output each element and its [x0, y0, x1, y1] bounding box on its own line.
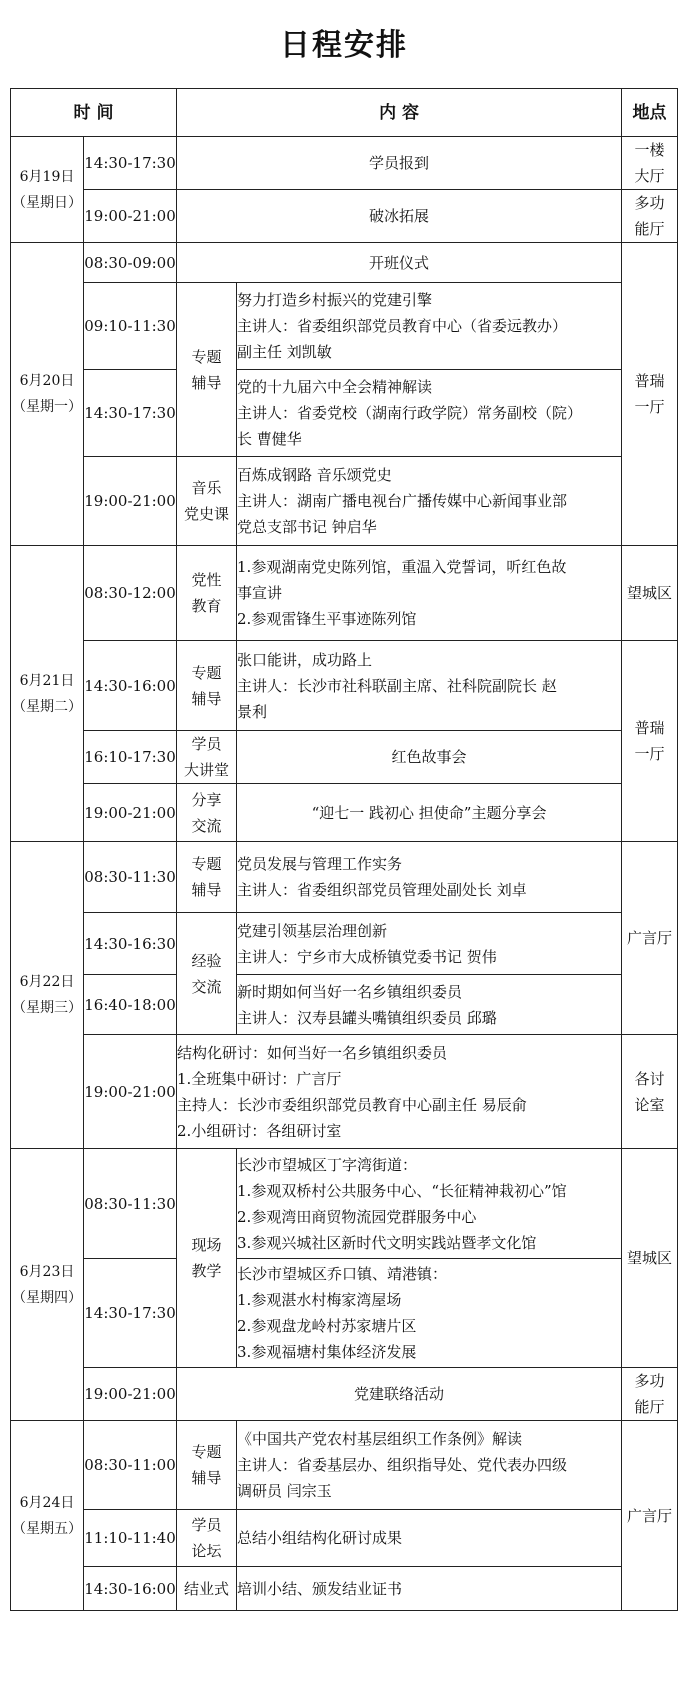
table-row [11, 370, 678, 457]
category-line: 教育 [191, 597, 222, 615]
content-line: 1.全班集中研讨：广言厅 [177, 1069, 342, 1088]
weekday-label: （星期日） [12, 194, 82, 211]
content-cell: 红色故事会 [237, 731, 622, 784]
category-line: 党性 [191, 571, 222, 589]
category-line: 辅导 [191, 1469, 222, 1487]
category-line: 专题 [191, 1443, 222, 1461]
date-cell [11, 842, 84, 1149]
category-cell: 结业式 [177, 1567, 237, 1611]
page-title: 日程安排 [280, 28, 408, 63]
category-line: 现场 [191, 1236, 222, 1254]
location-line: 各讨 [634, 1069, 665, 1088]
table-row [11, 1259, 678, 1368]
content-line: 景利 [237, 702, 268, 721]
location-cell [622, 1368, 678, 1421]
location-line: 能厅 [634, 220, 665, 238]
location-line: 一楼 [634, 141, 665, 159]
location-line: 多功 [634, 194, 665, 212]
time-cell: 08:30-12:00 [84, 546, 177, 641]
table-row [11, 913, 678, 975]
content-cell: 破冰拓展 [177, 190, 622, 243]
table-row [11, 1368, 678, 1421]
location-line: 一厅 [634, 398, 665, 416]
time-cell: 19:00-21:00 [84, 784, 177, 842]
date-cell [11, 1421, 84, 1611]
date-label: 6月21日 [19, 672, 75, 689]
content-cell [237, 1259, 622, 1368]
time-cell: 14:30-17:30 [84, 137, 177, 190]
location-cell: 望城区 [622, 1149, 678, 1368]
time-cell: 19:00-21:00 [84, 190, 177, 243]
location-line: 普瑞 [634, 719, 665, 737]
time-cell: 14:30-17:30 [84, 370, 177, 457]
content-line: 长沙市望城区乔口镇、靖港镇： [237, 1265, 448, 1283]
weekday-label: （星期四） [12, 1289, 82, 1306]
content-line: 《中国共产党农村基层组织工作条例》解读 [237, 1430, 523, 1448]
content-line: 2.小组研讨：各组研讨室 [177, 1121, 342, 1140]
weekday-label: （星期三） [12, 1000, 82, 1016]
table-row [11, 243, 678, 283]
content-line: 副主任 刘凯敏 [237, 343, 332, 361]
category-cell [177, 457, 237, 546]
content-line: 事宣讲 [237, 584, 283, 602]
content-cell: “迎七一 践初心 担使命”主题分享会 [237, 784, 622, 842]
content-cell [177, 1035, 622, 1149]
content-line: 主持人：长沙市委组织部党员教育中心副主任 易辰俞 [177, 1095, 527, 1114]
schedule-table [10, 88, 678, 1611]
content-cell: 培训小结、颁发结业证书 [237, 1567, 622, 1611]
category-line: 音乐 [191, 479, 222, 497]
table-row [11, 731, 678, 784]
category-cell [177, 283, 237, 457]
content-line: 党建引领基层治理创新 [237, 921, 388, 940]
time-cell: 19:00-21:00 [84, 1368, 177, 1421]
content-line: 主讲人：长沙市社科联副主席、社科院副院长 赵 [237, 676, 557, 695]
category-line: 学员 [191, 735, 222, 753]
table-row [11, 137, 678, 190]
content-line: 党总支部书记 钟启华 [237, 518, 377, 536]
category-cell [177, 784, 237, 842]
date-cell [11, 546, 84, 842]
content-cell [237, 1149, 622, 1259]
category-cell [177, 913, 237, 1035]
content-cell [237, 546, 622, 641]
content-line: 主讲人：宁乡市大成桥镇党委书记 贺伟 [237, 947, 497, 966]
table-row [11, 283, 678, 370]
content-line: 主讲人：湖南广播电视台广播传媒中心新闻事业部 [237, 492, 568, 510]
table-row [11, 784, 678, 842]
weekday-label: （星期一） [12, 399, 82, 415]
content-line: 主讲人：省委基层办、组织指导处、党代表办四级 [237, 1456, 568, 1474]
location-cell [622, 641, 678, 842]
content-cell [237, 283, 622, 370]
location-line: 多功 [634, 1372, 665, 1390]
category-line: 大讲堂 [184, 761, 230, 779]
content-line: 张口能讲，成功路上 [237, 650, 373, 669]
header-location: 地点 [622, 89, 678, 137]
date-label: 6月24日 [19, 1494, 75, 1511]
time-cell: 08:30-09:00 [84, 243, 177, 283]
category-cell [177, 1510, 237, 1567]
content-cell: 总结小组结构化研讨成果 [237, 1510, 622, 1567]
content-cell: 开班仪式 [177, 243, 622, 283]
time-cell: 14:30-16:00 [84, 641, 177, 731]
category-line: 辅导 [191, 689, 222, 708]
table-row [11, 190, 678, 243]
time-cell: 11:10-11:40 [84, 1510, 177, 1567]
time-cell: 08:30-11:30 [84, 1149, 177, 1259]
category-cell [177, 731, 237, 784]
content-line: 党的十九届六中全会精神解读 [237, 378, 433, 396]
time-cell: 16:10-17:30 [84, 731, 177, 784]
weekday-label: （星期五） [12, 1520, 82, 1537]
time-cell: 09:10-11:30 [84, 283, 177, 370]
header-row [11, 89, 678, 137]
content-line: 党员发展与管理工作实务 [237, 855, 403, 873]
content-cell [237, 842, 622, 913]
date-label: 6月19日 [19, 168, 75, 185]
time-cell: 08:30-11:00 [84, 1421, 177, 1510]
category-line: 党史课 [184, 505, 230, 523]
location-cell [622, 1035, 678, 1149]
content-cell [237, 641, 622, 731]
date-label: 6月22日 [19, 974, 75, 990]
content-line: 努力打造乡村振兴的党建引擎 [237, 291, 433, 309]
content-line: 1.参观双桥村公共服务中心、“长征精神栽初心”馆 [237, 1181, 567, 1200]
location-cell [622, 243, 678, 546]
content-cell [237, 913, 622, 975]
date-cell [11, 243, 84, 546]
content-line: 长沙市望城区丁字湾街道： [237, 1155, 418, 1174]
content-line: 2.参观盘龙岭村苏家塘片区 [237, 1317, 417, 1335]
content-line: 2.参观雷锋生平事迹陈列馆 [237, 610, 417, 628]
category-line: 辅导 [191, 373, 222, 392]
table-row [11, 975, 678, 1035]
date-cell [11, 1149, 84, 1421]
category-line: 辅导 [191, 881, 222, 899]
content-line: 主讲人：汉寿县罐头嘴镇组织委员 邱璐 [237, 1008, 497, 1027]
content-line: 3.参观兴城社区新时代文明实践站暨孝文化馆 [237, 1233, 537, 1252]
header-content: 内 容 [177, 89, 622, 137]
content-line: 百炼成钢路 音乐颂党史 [237, 466, 392, 484]
category-line: 专题 [191, 855, 222, 873]
category-line: 分享 [191, 790, 222, 809]
content-line: 长 曹健华 [237, 430, 302, 448]
category-cell [177, 1421, 237, 1510]
table-row [11, 1035, 678, 1149]
content-cell [237, 1421, 622, 1510]
time-cell: 16:40-18:00 [84, 975, 177, 1035]
content-line: 1.参观湛水村梅家湾屋场 [237, 1291, 402, 1309]
content-line: 3.参观福塘村集体经济发展 [237, 1343, 417, 1361]
table-row [11, 1421, 678, 1510]
category-line: 经验 [191, 951, 222, 970]
category-line: 论坛 [191, 1542, 222, 1560]
location-line: 能厅 [634, 1398, 665, 1416]
category-cell [177, 546, 237, 641]
category-line: 交流 [191, 816, 222, 835]
category-line: 交流 [191, 977, 222, 996]
table-row [11, 641, 678, 731]
content-line: 调研员 闫宗玉 [237, 1482, 332, 1500]
content-line: 主讲人：省委组织部党员教育中心（省委远教办） [237, 317, 568, 335]
time-cell: 08:30-11:30 [84, 842, 177, 913]
location-line: 大厅 [634, 167, 665, 185]
date-label: 6月20日 [19, 373, 75, 389]
content-line: 主讲人：省委党校（湖南行政学院）常务副校（院） [237, 404, 583, 422]
category-line: 专题 [191, 663, 222, 682]
category-line: 教学 [191, 1262, 222, 1280]
location-line: 一厅 [634, 745, 665, 763]
table-row [11, 1567, 678, 1611]
content-cell: 学员报到 [177, 137, 622, 190]
content-cell [237, 370, 622, 457]
location-cell: 广言厅 [622, 842, 678, 1035]
location-cell [622, 137, 678, 190]
location-line: 论室 [634, 1095, 665, 1114]
content-line: 2.参观湾田商贸物流园党群服务中心 [237, 1207, 477, 1226]
location-cell [622, 190, 678, 243]
category-line: 学员 [191, 1516, 222, 1534]
date-cell [11, 137, 84, 243]
content-cell [237, 457, 622, 546]
category-cell [177, 842, 237, 913]
content-cell [237, 975, 622, 1035]
content-line: 主讲人：省委组织部党员管理处副处长 刘卓 [237, 881, 527, 899]
table-row [11, 1510, 678, 1567]
category-cell [177, 641, 237, 731]
category-line: 专题 [191, 347, 222, 366]
content-line: 1.参观湖南党史陈列馆，重温入党誓词，听红色故 [237, 558, 567, 576]
header-time: 时 间 [11, 89, 177, 137]
content-line: 结构化研讨：如何当好一名乡镇组织委员 [177, 1043, 448, 1062]
table-row [11, 457, 678, 546]
date-label: 6月23日 [19, 1263, 75, 1280]
content-cell: 党建联络活动 [177, 1368, 622, 1421]
table-row [11, 842, 678, 913]
location-cell: 广言厅 [622, 1421, 678, 1611]
location-cell: 望城区 [622, 546, 678, 641]
location-line: 普瑞 [634, 372, 665, 390]
table-row [11, 1149, 678, 1259]
time-cell: 14:30-17:30 [84, 1259, 177, 1368]
table-row [11, 546, 678, 641]
content-line: 新时期如何当好一名乡镇组织委员 [237, 982, 463, 1001]
weekday-label: （星期二） [12, 698, 82, 715]
time-cell: 19:00-21:00 [84, 1035, 177, 1149]
time-cell: 14:30-16:00 [84, 1567, 177, 1611]
time-cell: 19:00-21:00 [84, 457, 177, 546]
time-cell: 14:30-16:30 [84, 913, 177, 975]
category-cell [177, 1149, 237, 1368]
